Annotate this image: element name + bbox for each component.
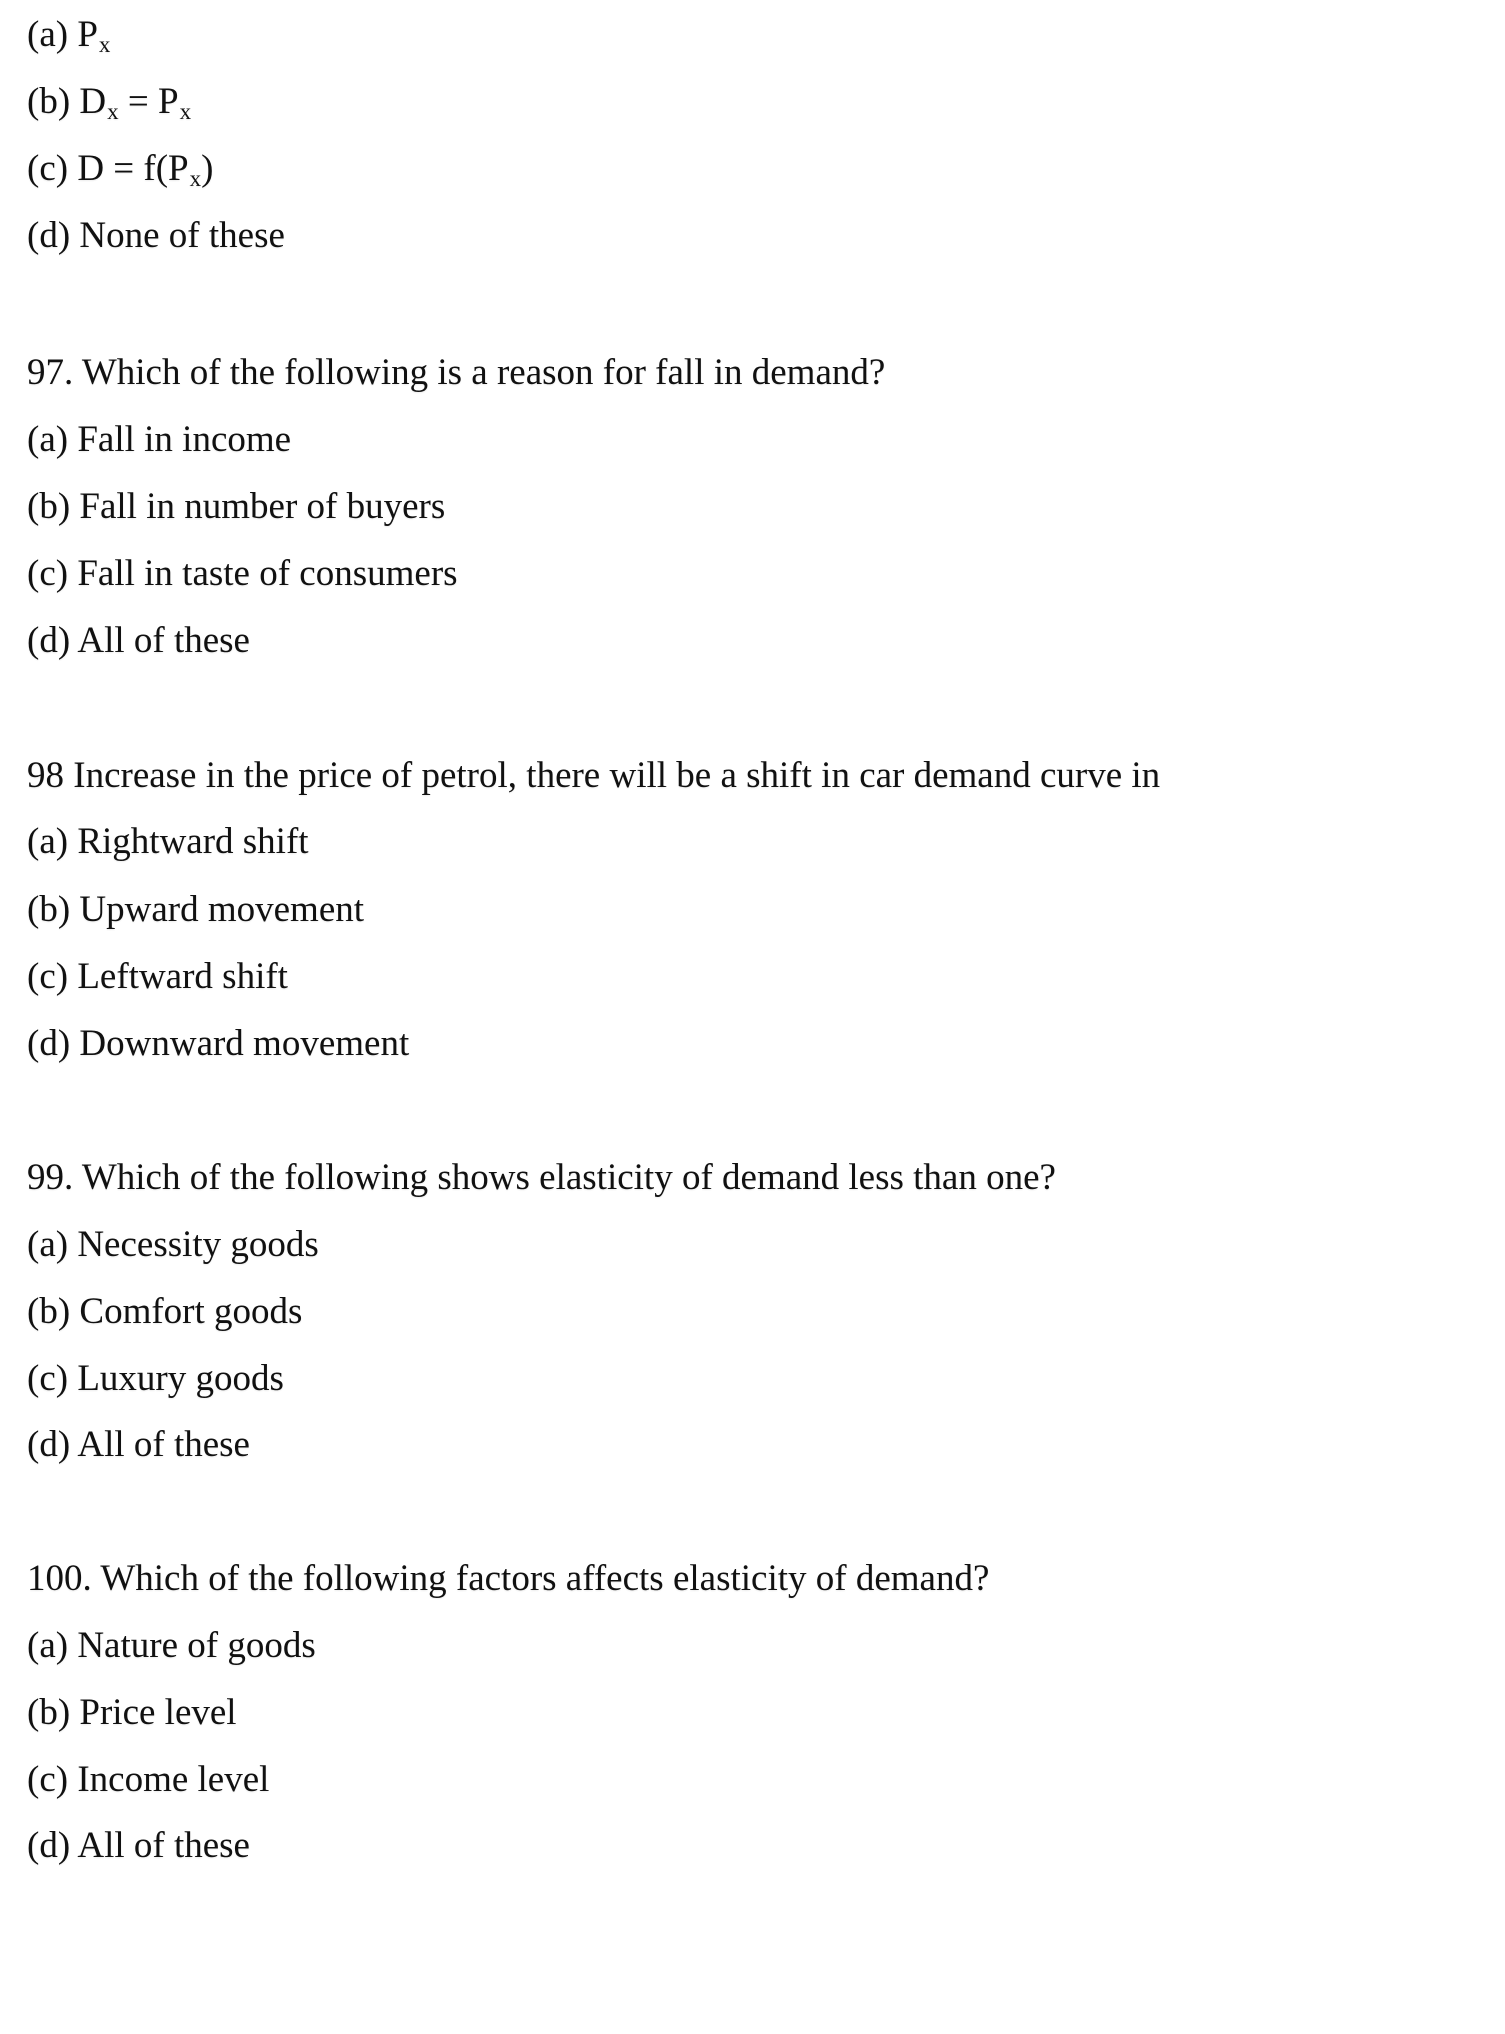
option-q100-a[interactable] [27, 1612, 316, 1679]
option-q97-d[interactable] [27, 607, 250, 674]
option-text-segment: Fall in taste of consumers [77, 553, 458, 594]
option-q96-continued-a[interactable] [27, 1, 110, 68]
option-text-segment: Fall in income [77, 419, 292, 460]
option-text [79, 81, 192, 125]
option-text [79, 889, 364, 930]
question-q100 [27, 1545, 989, 1612]
question-body: Which of the following factors affects elasticity of demand? [100, 1558, 990, 1599]
option-q97-c[interactable] [27, 540, 458, 607]
option-q99-c[interactable] [27, 1345, 284, 1412]
question-body: Which of the following is a reason for fall in demand? [81, 352, 886, 393]
option-text-segment: D [79, 81, 107, 122]
option-text [77, 1358, 284, 1399]
option-text [79, 1291, 302, 1332]
question-q99 [27, 1144, 1056, 1211]
option-label: (a) [27, 1625, 78, 1666]
option-text [79, 1692, 236, 1733]
option-label: (b) [27, 486, 80, 527]
option-q98-b[interactable] [27, 876, 364, 943]
option-text [77, 148, 214, 192]
option-text [77, 1625, 315, 1666]
option-q100-d[interactable] [27, 1812, 250, 1879]
option-q98-c[interactable] [27, 943, 288, 1010]
option-q100-b[interactable] [27, 1679, 237, 1746]
option-text [77, 1224, 319, 1265]
option-label: (a) [27, 14, 78, 55]
option-label: (d) [27, 1825, 78, 1866]
option-text [77, 821, 308, 862]
option-text [77, 1424, 250, 1465]
question-number: 98 [27, 755, 74, 796]
option-label: (c) [27, 956, 78, 997]
option-label: (d) [27, 1424, 78, 1465]
option-text-segment: P [77, 14, 98, 55]
option-text [77, 956, 288, 997]
option-text [77, 553, 457, 594]
option-text-segment: Comfort goods [79, 1291, 303, 1332]
option-text [79, 1023, 409, 1064]
option-text-segment: Nature of goods [77, 1625, 316, 1666]
option-text-segment: All of these [77, 620, 250, 661]
option-text-segment: Income level [77, 1759, 270, 1800]
option-label: (c) [27, 1358, 78, 1399]
option-text-segment: ) [201, 148, 214, 189]
question-body: Increase in the price of petrol, there will be a shift in car demand curve in [73, 755, 1161, 796]
option-text-segment: All of these [77, 1424, 250, 1465]
option-text-segment: Leftward shift [77, 956, 288, 997]
option-q99-d[interactable] [27, 1411, 250, 1478]
option-text-segment: Necessity goods [77, 1224, 319, 1265]
option-text [77, 14, 111, 58]
option-label: (a) [27, 821, 78, 862]
option-q99-b[interactable] [27, 1278, 302, 1345]
question-number: 100. [27, 1558, 101, 1599]
option-label: (c) [27, 553, 78, 594]
option-text-segment: All of these [77, 1825, 250, 1866]
option-q98-d[interactable] [27, 1010, 409, 1077]
option-text-segment: None of these [79, 215, 285, 256]
question-q97 [27, 339, 885, 406]
option-text [77, 419, 291, 460]
option-text-segment: = P [118, 81, 179, 122]
question-q98 [27, 742, 1160, 809]
option-text-segment: Price level [79, 1692, 237, 1733]
option-text [77, 620, 250, 661]
option-text [77, 1759, 269, 1800]
subscript: x [98, 32, 111, 58]
option-label: (a) [27, 419, 78, 460]
option-q99-a[interactable] [27, 1211, 319, 1278]
option-q96-continued-c[interactable] [27, 135, 213, 202]
question-body: Which of the following shows elasticity of demand less than one? [81, 1157, 1056, 1198]
option-label: (b) [27, 81, 80, 122]
question-number: 99. [27, 1157, 82, 1198]
option-q96-continued-b[interactable] [27, 68, 191, 135]
option-label: (d) [27, 1023, 80, 1064]
subscript: x [179, 99, 192, 125]
option-text-segment: Luxury goods [77, 1358, 284, 1399]
option-text-segment: D = f(P [77, 148, 189, 189]
option-label: (d) [27, 215, 80, 256]
option-label: (d) [27, 620, 78, 661]
option-q98-a[interactable] [27, 808, 309, 875]
option-text [77, 1825, 250, 1866]
option-text-segment: Fall in number of buyers [79, 486, 446, 527]
subscript: x [189, 166, 202, 192]
question-number: 97. [27, 352, 82, 393]
option-q96-continued-d[interactable] [27, 202, 285, 269]
option-text [79, 215, 285, 256]
option-text-segment: Downward movement [79, 1023, 410, 1064]
option-label: (b) [27, 1291, 80, 1332]
option-label: (c) [27, 148, 78, 189]
option-label: (c) [27, 1759, 78, 1800]
subscript: x [107, 99, 119, 125]
option-label: (b) [27, 889, 80, 930]
option-label: (a) [27, 1224, 78, 1265]
option-label: (b) [27, 1692, 80, 1733]
option-q97-a[interactable] [27, 406, 291, 473]
option-text-segment: Rightward shift [77, 821, 309, 862]
option-text [79, 486, 445, 527]
option-q97-b[interactable] [27, 473, 445, 540]
option-q100-c[interactable] [27, 1746, 269, 1813]
option-text-segment: Upward movement [79, 889, 365, 930]
